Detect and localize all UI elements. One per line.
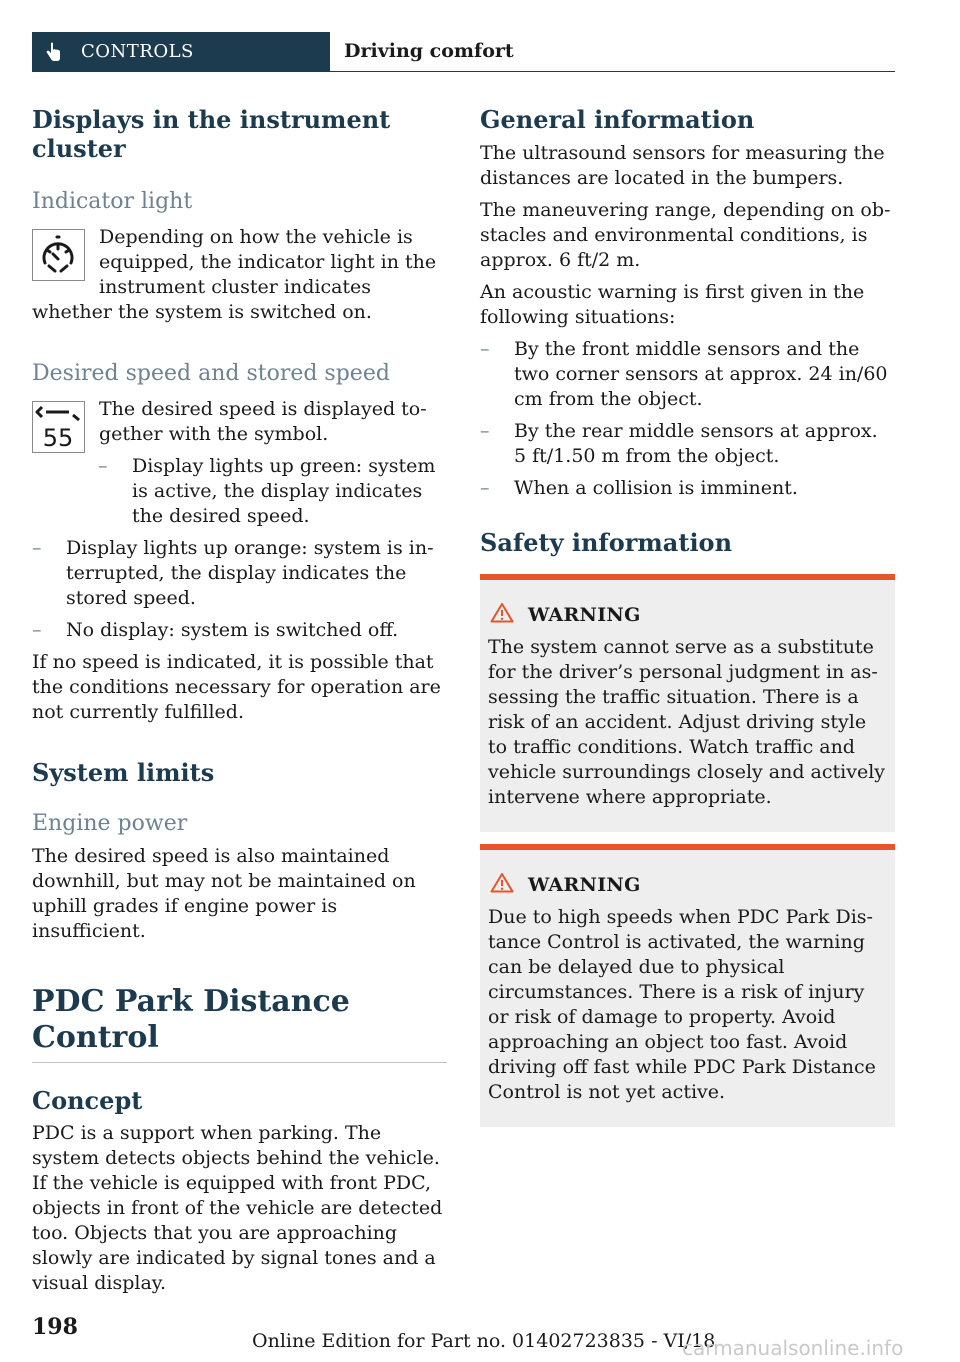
warning-box-1 bbox=[480, 574, 895, 832]
heading-displays: Displays in the instrument cluster bbox=[32, 105, 391, 163]
page-number: 198 bbox=[32, 1314, 78, 1340]
pdc-title-block bbox=[32, 984, 447, 1063]
engine-text: The desired speed is also maintained downhill, but may not be maintained on uphill grades if engine power is insufficient. bbox=[32, 844, 416, 942]
left-column bbox=[32, 100, 447, 1296]
heading-engine-power: Engine power bbox=[32, 811, 188, 837]
heading-pdc: PDC Park Distance Control bbox=[32, 983, 350, 1055]
indicator-text: Depending on how the vehicle is equipped, the indicator light in the instrument cluster indicates whether the system is switched on. bbox=[32, 225, 437, 323]
list-item: – When a collision is imminent. bbox=[480, 476, 798, 499]
warning-header bbox=[488, 872, 887, 898]
heading-system-limits: System limits bbox=[32, 758, 215, 788]
heading-concept: Concept bbox=[32, 1085, 143, 1115]
list-item: – By the rear middle sensors at approx. 5 ft/1.50 m from the object. bbox=[480, 419, 878, 467]
desired-list bbox=[32, 536, 447, 643]
warning-text: Due to high speeds when PDC Park Distance Control is activated, the warning can be delayed due to physical circumstances. There is a risk of injury or risk of damage to property. Avoid approaching an object too fast. Avoid driving off fast while PDC Park Distance Control is not yet active. bbox=[488, 905, 876, 1103]
concept-text: PDC is a support when parking. The system detects objects behind the vehicle. If the vehicle is equipped with front PDC, objects in front of the vehicle are detected too. Objects that you are approaching slowly are indicated by signal tones and a visual display. bbox=[32, 1122, 443, 1295]
heading-desired-speed: Desired speed and stored speed bbox=[32, 360, 390, 386]
warning-header bbox=[488, 602, 887, 628]
speedometer-indicator-icon bbox=[32, 229, 85, 281]
warning-label: WARNING bbox=[528, 603, 641, 626]
acoustic-warning-list bbox=[480, 337, 895, 501]
list-item: – Display lights up orange: system is interrupted, the display indicates the stored speed. bbox=[32, 537, 434, 610]
warning-text: The system cannot serve as a substitute for the driver’s personal judgment in assessing the traffic situation. There is a risk of an accident. Adjust driving style to traffic conditions. Watch traffic and vehicle surroundings closely and actively intervene where appropriate. bbox=[488, 635, 886, 808]
no-speed-text: If no speed is indicated, it is possible that the conditions necessary for operation are not currently fulfilled. bbox=[32, 651, 441, 724]
desired-speed-symbol-icon bbox=[32, 401, 85, 453]
edition-line: Online Edition for Part no. 01402723835 - VI/18 bbox=[252, 1330, 716, 1352]
pointing-hand-icon bbox=[44, 42, 62, 66]
warning-triangle-icon bbox=[488, 602, 528, 628]
heading-safety-information: Safety information bbox=[480, 527, 733, 557]
warning-box-2 bbox=[480, 844, 895, 1127]
warning-label: WARNING bbox=[528, 873, 641, 896]
heading-general-information: General information bbox=[480, 105, 755, 134]
general-text-2: The maneuvering range, depending on obstacles and environmental conditions, is approx. 6 ft/2 m. bbox=[480, 198, 891, 271]
heading-indicator-light: Indicator light bbox=[32, 188, 193, 214]
desired-list-inset bbox=[98, 454, 447, 529]
desired-speed-value: 55 bbox=[42, 424, 74, 452]
general-text-1: The ultrasound sensors for measuring the distances are located in the bumpers. bbox=[480, 141, 885, 189]
desired-text: The desired speed is displayed together with the symbol. bbox=[99, 398, 427, 446]
page-header bbox=[32, 32, 895, 72]
section-label: CONTROLS bbox=[81, 41, 194, 62]
chapter-title: Driving comfort bbox=[344, 40, 514, 62]
list-item: – By the front middle sensors and the two corner sensors at approx. 24 in/60 cm from the object. bbox=[480, 337, 888, 410]
indicator-paragraph bbox=[32, 225, 447, 325]
section-tab bbox=[32, 32, 330, 71]
right-column bbox=[480, 100, 895, 1127]
list-item: – Display lights up green: system is active, the display indicates the desired speed. bbox=[98, 455, 436, 528]
watermark: carmanualsonline.info bbox=[682, 1336, 904, 1360]
warning-triangle-icon bbox=[488, 872, 528, 898]
general-text-3: An acoustic warning is first given in the following situations: bbox=[480, 280, 865, 328]
list-item: – No display: system is switched off. bbox=[32, 619, 399, 642]
desired-paragraph bbox=[32, 397, 447, 529]
